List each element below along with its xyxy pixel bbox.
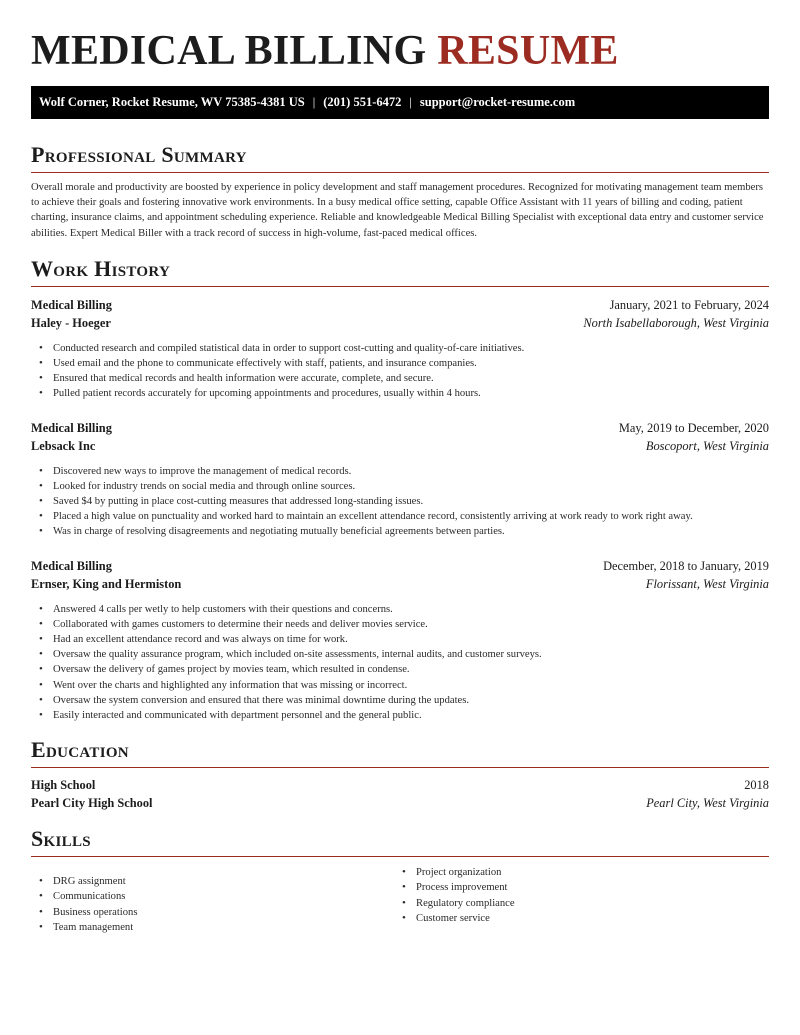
list-item: • DRG assignment bbox=[31, 874, 394, 889]
job-location: Florissant, West Virginia bbox=[645, 576, 769, 591]
list-item: • Was in charge of resolving disagreements and negotiating mutually beneficial agreements between parties. bbox=[31, 524, 769, 539]
skills-column-left bbox=[31, 874, 394, 935]
list-item: • Went over the charts and highlighted any information that was missing or incorrect. bbox=[31, 678, 769, 693]
job-dates: May, 2019 to December, 2020 bbox=[618, 420, 769, 435]
list-item: • Oversaw the system conversion and ensured that there was minimal downtime during the updates. bbox=[31, 693, 769, 708]
list-item: • Answered 4 calls per wetly to help customers with their questions and concerns. bbox=[31, 602, 769, 617]
skills-column-right bbox=[394, 865, 757, 935]
job-title: Medical Billing bbox=[31, 558, 112, 573]
resume-title bbox=[31, 0, 769, 72]
list-item: • Easily interacted and communicated with department personnel and the general public. bbox=[31, 708, 769, 723]
list-item: • Ensured that medical records and health information were accurate, complete, and secure. bbox=[31, 371, 769, 386]
list-item: • Customer service bbox=[394, 911, 757, 926]
list-item: • Placed a high value on punctuality and worked hard to maintain an excellent attendance record, consistently arriving at work ready to work right away. bbox=[31, 509, 769, 524]
list-item: • Communications bbox=[31, 889, 394, 904]
job-entry bbox=[31, 296, 769, 402]
job-title: Medical Billing bbox=[31, 297, 112, 312]
skills-list bbox=[31, 865, 769, 935]
education-school: Pearl City High School bbox=[31, 796, 153, 811]
list-item: • Regulatory compliance bbox=[394, 896, 757, 911]
job-entry bbox=[31, 419, 769, 540]
education-degree: High School bbox=[31, 778, 96, 793]
list-item: • Process improvement bbox=[394, 880, 757, 895]
job-dates: January, 2021 to February, 2024 bbox=[609, 297, 769, 312]
title-accent: RESUME bbox=[437, 28, 619, 74]
list-item: • Oversaw the delivery of games project by movies team, which resulted in condense. bbox=[31, 662, 769, 677]
contact-separator: | bbox=[409, 95, 412, 109]
list-item: • Pulled patient records accurately for upcoming appointments and procedures, usually within 4 hours. bbox=[31, 386, 769, 401]
list-item: • Had an excellent attendance record and was always on time for work. bbox=[31, 632, 769, 647]
education-year: 2018 bbox=[744, 778, 769, 793]
list-item: • Discovered new ways to improve the management of medical records. bbox=[31, 464, 769, 479]
education-heading: Education bbox=[31, 738, 769, 768]
job-bullets bbox=[31, 464, 769, 540]
list-item: • Collaborated with games customers to determine their needs and deliver movies service. bbox=[31, 617, 769, 632]
title-main: MEDICAL BILLING bbox=[31, 28, 427, 74]
contact-bar bbox=[31, 86, 769, 119]
job-location: North Isabellaborough, West Virginia bbox=[583, 315, 769, 330]
list-item: • Project organization bbox=[394, 865, 757, 880]
contact-phone: (201) 551-6472 bbox=[323, 95, 402, 109]
contact-separator: | bbox=[312, 95, 316, 109]
work-history-heading: Work History bbox=[31, 257, 769, 287]
summary-text: Overall morale and productivity are boosted by experience in policy development and staff management procedures. Recognized for motivating management team members to achieve their goals and fostering innovative work environments. In a busy medical office setting, capable Office Assistant with 11 years of billing and coding, patient charting, insurance claims, and appointment scheduling experience. Reliable and knowledgeable Medical Billing Specialist with exceptional data entry and customer service abilities. Expert Medical Biller with a track record of success in high-volume, fast-paced medical offices. bbox=[31, 182, 764, 239]
list-item: • Oversaw the quality assurance program, which included on-site assessments, internal audits, and customer surveys. bbox=[31, 647, 769, 662]
skills-heading: Skills bbox=[31, 827, 769, 857]
job-company: Lebsack Inc bbox=[31, 438, 96, 453]
job-company: Ernser, King and Hermiston bbox=[31, 576, 182, 591]
job-title: Medical Billing bbox=[31, 420, 112, 435]
job-dates: December, 2018 to January, 2019 bbox=[603, 558, 769, 573]
education-location: Pearl City, West Virginia bbox=[646, 796, 769, 811]
education-entry bbox=[31, 776, 769, 812]
list-item: • Used email and the phone to communicate effectively with staff, patients, and insurance companies. bbox=[31, 356, 769, 371]
job-entry bbox=[31, 557, 769, 724]
list-item: • Business operations bbox=[31, 905, 394, 920]
job-bullets bbox=[31, 602, 769, 724]
summary-heading: Professional Summary bbox=[31, 143, 769, 173]
job-bullets bbox=[31, 341, 769, 402]
list-item: • Looked for industry trends on social media and through online sources. bbox=[31, 479, 769, 494]
contact-address: Wolf Corner, Rocket Resume, WV 75385-4381 US bbox=[39, 95, 305, 109]
list-item: • Saved $4 by putting in place cost-cutting measures that addressed long-standing issues. bbox=[31, 494, 769, 509]
list-item: • Conducted research and compiled statistical data in order to support cost-cutting and quality-of-care initiatives. bbox=[31, 341, 769, 356]
job-location: Boscoport, West Virginia bbox=[645, 438, 769, 453]
list-item: • Team management bbox=[31, 920, 394, 935]
contact-email: support@rocket-resume.com bbox=[419, 95, 576, 109]
job-company: Haley - Hoeger bbox=[31, 315, 111, 330]
